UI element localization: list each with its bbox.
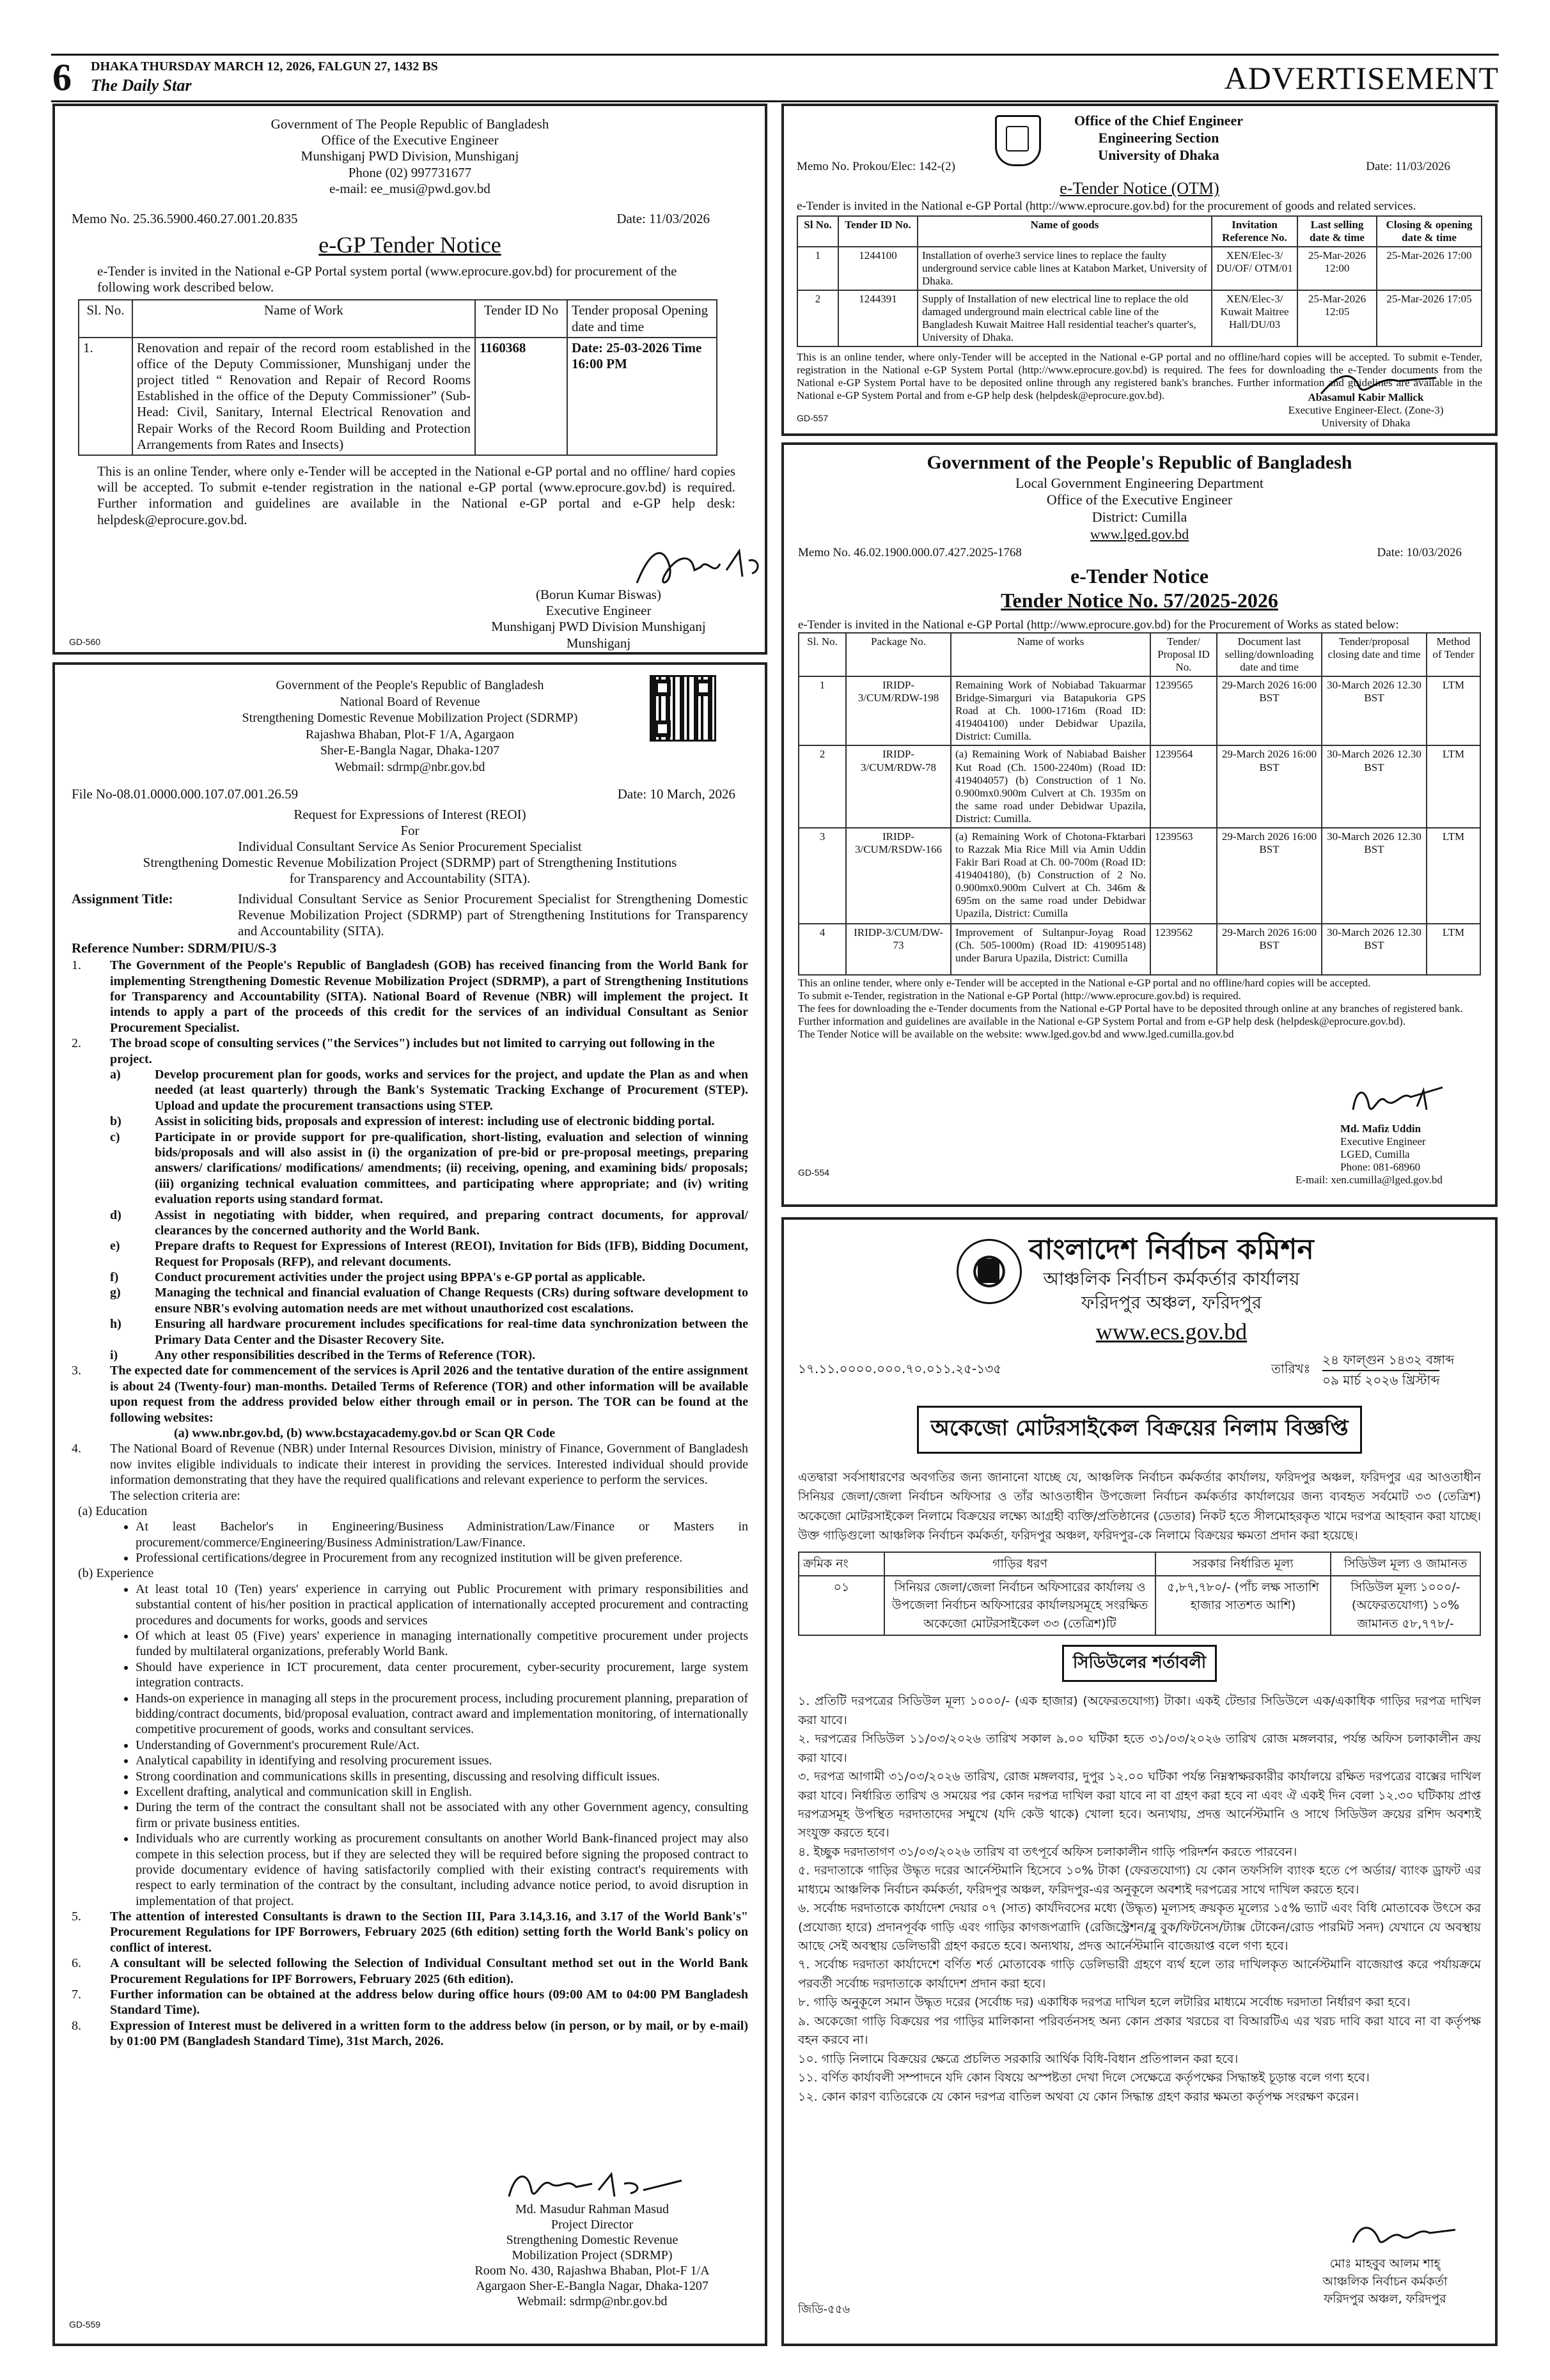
- list-item: ৬. সর্বোচ্চ দরদাতাকে কার্যাদেশ দেয়ার ০৭ (সাত) কার্যদিবসের মধ্যে (উদ্ধৃত) মূল্যসহ ক্রয়কৃত মূল্যের ১৫% ভ্যাট এবং বিধি মোতাবেক উৎসে কর (প্রযোজ্য হারে) প্রদানপূর্বক গাড়ি এবং গাড়ির কাগজপত্রাদি (রেজিস্ট্রেশন/ব্লু বুক/ফিটনেস/ট্যাক্স টোকেন/রোড পারমিট সনদ) যেখানে যে অবস্থায় আছে সেই অবস্থায় ডেলিভারী গ্রহণ করতে হবে। অন্যথায়, প্রদত্ত আর্নেস্টমানি বাজেয়াপ্ত বলে গণ্য হবে।: [798, 1901, 1481, 1954]
- ad3-header: [835, 113, 1482, 164]
- list-item: • Hands-on experience in managing all steps in the procurement process, including procurement planning, preparation of bidding/contract documents, bid/proposal evaluation, contract award and implementation monitoring, of internationally competitive procurement of goods, works and consultant services.: [136, 1691, 748, 1738]
- ad5-header: [862, 1231, 1481, 1347]
- header-line: Office of the Executive Engineer: [1046, 492, 1233, 508]
- col-date: Tender proposal Opening date and time: [567, 300, 717, 337]
- cell: 1239565: [1150, 676, 1217, 745]
- signatory-address: Room No. 430, Rajashwa Bhaban, Plot-F 1/A: [474, 2264, 710, 2278]
- memo-number: Memo No. Prokou/Elec: 142-(2): [797, 160, 956, 174]
- header-line: Government of the People's Republic of Bangladesh: [276, 678, 544, 692]
- cell: 25-Mar-2026 12:05: [1297, 290, 1377, 346]
- list-item: • Individuals who are currently working as procurement consultants on another World Bank-financed project may also compete in this selection process, but if they are selected they will be required before signing the proposed contract to provide documentary evidence of having satisfactorily complied with their existing contract's requirements with respect to early termination of the contract by the consultant, including advance notice period, to avoid disruption in implementation of that project.: [136, 1831, 748, 1909]
- signatory-office: Munshiganj PWD Division Munshiganj: [491, 619, 706, 635]
- cell: LTM: [1427, 828, 1480, 924]
- col-last-selling: Document last selling/downloading date and time: [1217, 633, 1322, 676]
- ad5-auction-table: [798, 1552, 1481, 1636]
- ad3-memo-row: [797, 160, 1482, 175]
- cell: IRIDP-3/CUM/DW-73: [846, 924, 951, 975]
- col-sl: Sl. No.: [799, 633, 846, 676]
- list-item: a) Develop procurement plan for goods, works and services for the project, and update the Plan as and when needed (at least quarterly) through the Bank's Systematic Tracking Exchange of Procurement (STEP). Upload and update the procurement transactions using STEP.: [110, 1067, 748, 1113]
- col-price: সরকার নির্ধারিত মূল্য: [1155, 1552, 1331, 1576]
- ad2-reference: Reference Number: SDRM/PIU/S-3: [72, 940, 277, 956]
- ad5-terms: [798, 1692, 1481, 2106]
- list-item: • Of which at least 05 (Five) years' experience in managing internationally competitive procurement under projects funded by multilateral organizations, preferably World Bank.: [136, 1628, 748, 1660]
- title-line: Individual Consultant Service As Senior Procurement Specialist: [238, 838, 582, 854]
- gd-number: জিডি-৫৫৬: [798, 2303, 850, 2316]
- signatory-title: Project Director: [551, 2218, 634, 2232]
- memo-date: Date: 10/03/2026: [1377, 545, 1462, 559]
- cell: 30-March 2026 12.30 BST: [1322, 924, 1427, 975]
- file-date: Date: 10 March, 2026: [617, 786, 735, 802]
- signatory-name: Md. Mafiz Uddin: [1340, 1123, 1421, 1135]
- signatory-project: Mobilization Project (SDRMP): [512, 2248, 673, 2262]
- title-line: e-Tender Notice: [1070, 564, 1209, 587]
- header-line: Engineering Section: [1098, 129, 1219, 146]
- ad1-signatory: [464, 587, 733, 651]
- ad-nbr-sdrmp: [52, 662, 767, 2346]
- list-item: b) Assist in soliciting bids, proposals and expression of interest: including use of electronic bidding portal.: [110, 1114, 715, 1129]
- table-row: [799, 676, 1480, 745]
- header-line: e-mail: ee_musi@pwd.gov.bd: [329, 180, 490, 196]
- memo-number: Memo No. 46.02.1900.000.07.427.2025-1768: [798, 545, 1022, 559]
- header-line: National Board of Revenue: [340, 694, 480, 709]
- ad4-intro: e-Tender is invited in the National e-GP Portal (http://www.eprocure.gov.bd) for the Procurement of Works as stated below:: [798, 618, 1399, 632]
- header-link[interactable]: www.lged.gov.bd: [1090, 526, 1189, 543]
- signatory-office: ফরিদপুর অঞ্চল, ফরিদপুর: [1324, 2292, 1446, 2306]
- memo-number: Memo No. 25.36.5900.460.27.001.20.835: [72, 210, 298, 226]
- ad3-tender-table: [797, 215, 1482, 347]
- col-sl: ক্রমিক নং: [799, 1552, 884, 1576]
- col-package: Package No.: [846, 633, 951, 676]
- date-bangla: ২৪ ফাল্গুন ১৪৩২ বঙ্গাব্দ: [1322, 1351, 1455, 1367]
- header-line: University of Dhaka: [1098, 146, 1219, 163]
- cell: 25-Mar-2026 12:00: [1297, 247, 1377, 290]
- memo-date: Date: 11/03/2026: [616, 210, 710, 226]
- cell: Supply of Installation of new electrical line to replace the old damaged underground main electrical cable line of the Bangladesh Kuwait Maitree Hall residential teacher's quarter's, University of Dhaka.: [918, 290, 1212, 346]
- file-number: File No-08.01.0000.000.107.07.001.26.59: [72, 786, 299, 802]
- list-item: ৫. দরদাতাকে গাড়ির উদ্ধৃত দরের আর্নেস্টমানি হিসেবে ১০% টাকা (ফেরতযোগ্য) যে কোন তফসিলি ব্যাংক হতে পে অর্ডার/ ব্যাংক ড্রাফট এর মাধ্যমে আঞ্চলিক নির্বাচন কর্মকর্তা, ফরিদপুর অঞ্চল, ফরিদপুর-এর অনুকূলে অবশ্যই দরপত্রের সাথে দাখিল করতে হবে।: [798, 1863, 1481, 1897]
- header-line: ফরিদপুর অঞ্চল, ফরিদপুর: [1081, 1291, 1262, 1313]
- cell: LTM: [1427, 676, 1480, 745]
- signatory-name: (Borun Kumar Biswas): [536, 587, 661, 602]
- cell: 2: [797, 290, 838, 346]
- header-title: বাংলাদেশ নির্বাচন কমিশন: [1029, 1233, 1314, 1266]
- list-item: • At least total 10 (Ten) years' experience in carrying out Public Procurement with primary responsibilities and substantial content of his/her position in practical application of internationally accepted procurement and contracting procedures and documents for works, goods and services: [136, 1582, 748, 1628]
- cell: 1: [799, 676, 846, 745]
- list-item: • Professional certifications/degree in Procurement from any recognized institution will be given preference.: [136, 1550, 748, 1566]
- title-line: Strengthening Domestic Revenue Mobilization Project (SDRMP) part of Strengthening Institutions: [143, 855, 677, 871]
- cell: Improvement of Sultanpur-Joyag Road (Ch. 505-1000m) (Road ID: 419095148) under Barura Upazila, District: Cumilla: [951, 924, 1150, 975]
- ad5-memo-row: [798, 1351, 1481, 1392]
- signatory-name: Md. Masudur Rahman Masud: [515, 2202, 669, 2216]
- table-row: [799, 924, 1480, 975]
- cell: 1239563: [1150, 828, 1217, 924]
- list-item: i) Any other responsibilities described in the Terms of Reference (TOR).: [110, 1348, 536, 1363]
- edu-list: [123, 1519, 748, 1566]
- cell: সিডিউল মূল্য ১০০০/- (অফেরতযোগ্য) ১০% জামানত ৫৮,৭৭৮/-: [1331, 1576, 1480, 1636]
- ad5-signatory: [1283, 2255, 1487, 2308]
- cell: 3: [799, 828, 846, 924]
- signatory-name: Abasamul Kabir Mallick: [1308, 391, 1424, 403]
- cell: 1244100: [838, 247, 918, 290]
- signatory-office: LGED, Cumilla: [1340, 1148, 1410, 1161]
- signatory-email: Webmail: sdrmp@nbr.gov.bd: [517, 2294, 668, 2308]
- header-line: Local Government Engineering Department: [1015, 474, 1264, 491]
- ad5-terms-title: [798, 1645, 1481, 1682]
- header-line: Munshiganj PWD Division, Munshiganj: [301, 148, 519, 164]
- para-6: 6. A consultant will be selected following the Selection of Individual Consultant method set out in the World Bank Procurement Regulations for IPF Borrowers, February 2025 (6th edition).: [72, 1956, 748, 1986]
- col-sl: Sl. No.: [79, 300, 132, 337]
- signatory-title: Executive Engineer: [545, 603, 652, 619]
- edu-head: (a) Education: [78, 1504, 148, 1518]
- signatory-title: Executive Engineer: [1340, 1135, 1426, 1148]
- col-sl: Sl No.: [797, 216, 838, 247]
- ad4-memo-row: [798, 546, 1481, 561]
- signature: [1347, 1078, 1449, 1123]
- header-line: Government of The People Republic of Bangladesh: [270, 116, 549, 132]
- ad1-footer: This is an online Tender, where only e-Tender will be accepted in the National e-GP portal and no offline/ hard copies will be accepted. To submit e-tender registration in the national e-GP portal (www.eprocure.gov.bd) is required. Further information and guidelines are available in the National e-GP portal and e-GP help desk: helpdesk@eprocure.gov.bd.: [97, 463, 735, 527]
- cell: LTM: [1427, 924, 1480, 975]
- table-row: [799, 1576, 1480, 1636]
- col-work: Name of Work: [132, 300, 475, 337]
- ad2-signatory: [419, 2202, 765, 2309]
- list-item: ৮. গাড়ি অনুকূলে সমান উদ্ধৃত দরের (সর্বোচ্চ দর) একাধিক দরপত্র দাখিল হলে লটারির মাধ্যমে সর্বোচ্চ দরদাতা নির্ধারণ করা হবে।: [798, 1995, 1411, 2010]
- cell: IRIDP-3/CUM/RDW-78: [846, 745, 951, 827]
- cell: 29-March 2026 16:00 BST: [1217, 745, 1322, 827]
- signatory-email: E-mail: xen.cumilla@lged.gov.bd: [1296, 1174, 1443, 1186]
- para-text: The expected date for commencement of the services is April 2026 and the tentative duration of the entire assignment is about 24 (Twenty-four) man-months. Detailed Terms of Reference (TOR) and other information will be available upon request from the address provided below either through email or in person. The TOR can be found at the following websites:: [110, 1364, 748, 1425]
- page-number: 6: [52, 56, 72, 98]
- list-item: ১. প্রতিটি দরপত্রের সিডিউল মূল্য ১০০০/- (এক হাজার) (অফেরতযোগ্য) টাকা। একই টেন্ডার সিডিউলে এক/একাধিক গাড়ির দরপত্র দাখিল করা যাবে।: [798, 1694, 1481, 1727]
- para-3: 3. The expected date for commencement of the services is April 2026 and the tentative duration of the entire assignment is about 24 (Twenty-four) man-months. Detailed Terms of Reference (TOR) and other information will be available upon request from the address provided below either through email or in person. The TOR can be found at the following websites:: [72, 1364, 748, 1425]
- para-text: The attention of interested Consultants is drawn to the Section III, Para 3.14,3.16, and 3.17 of the World Bank's" Procurement Regulations for IPF Borrowers, February 2025 (6th edition) setting forth the World Bank's policy on conflict of interest.: [110, 1909, 748, 1955]
- cell-sl: 1.: [79, 338, 132, 455]
- header-line: Webmail: sdrmp@nbr.gov.bd: [334, 759, 485, 774]
- list-item: g) Managing the technical and financial evaluation of Change Requests (CRs) during software development to ensure NBR's evolving automation needs are met without unauthorized cost escalations.: [110, 1286, 748, 1316]
- list-item: ৭. সর্বোচ্চ দরদাতা কার্যাদেশে বর্ণিত শর্ত মোতাবেক গাড়ি ডেলিভারী গ্রহণে ব্যর্থ হলে তার দাখিলকৃত আর্নেস্টমানি বাজেয়াপ্ত করে পর্যায়ক্রমে পরবর্তী সর্বোচ্চ দরদাতাকে কার্যাদেশ প্রদান করা হবে।: [798, 1957, 1481, 1991]
- footer-line: This an online tender, where only e-Tender will be accepted in the National e-GP portal and no offline/hard copies will be accepted.: [798, 976, 1371, 989]
- assignment-label: Assignment Title:: [72, 891, 173, 906]
- memo-number: ১৭.১১.০০০০.০০০.৭০.০১১.২৫-১৩৫: [798, 1360, 1002, 1376]
- dateline: DHAKA THURSDAY MARCH 12, 2026, FALGUN 27, 1432 BS: [91, 59, 438, 74]
- para-text: Expression of Interest must be delivered in a written form to the address below (in person, or by mail, or by e-mail) by 01:00 PM (Bangladesh Standard Time), 31st March, 2026.: [110, 2018, 748, 2049]
- gd-number: GD-559: [69, 2319, 101, 2329]
- exp-list: [123, 1582, 748, 1909]
- cell: 29-March 2026 16:00 BST: [1217, 828, 1322, 924]
- list-item: • At least Bachelor's in Engineering/Business Administration/Law/Finance or Masters in procurement/commerce/Engineering/Business Administration/Law/Finance.: [136, 1519, 748, 1550]
- signatory-office: University of Dhaka: [1321, 417, 1411, 430]
- cell: (a) Remaining Work of Nabiabad Baisher Kut Road (Ch. 1500-2240m) (Road ID: 419404057) (b) Construction of 1 No. 0.900mx0.900m Culvert at Ch. 1935m on the same road under Debidwar Upazila, District: Cumilla.: [951, 745, 1150, 827]
- header-link[interactable]: www.ecs.gov.bd: [1095, 1318, 1248, 1344]
- signatory-title: আঞ্চলিক নির্বাচন কর্মকর্তা: [1322, 2274, 1448, 2289]
- para-2: 2. The broad scope of consulting services ("the Services") includes but not limited to carrying out following in the project.: [72, 1036, 748, 1067]
- col-last-selling: Last selling date & time: [1297, 216, 1377, 247]
- cell: 2: [799, 745, 846, 827]
- ad4-footer: [798, 977, 1481, 1041]
- cell: IRIDP-3/CUM/RDW-198: [846, 676, 951, 745]
- ad4-tender-table: [798, 632, 1481, 976]
- cell: 4: [799, 924, 846, 975]
- signatory-address: Agargaon Sher-E-Bangla Nagar, Dhaka-1207: [476, 2279, 708, 2293]
- cell: 1239562: [1150, 924, 1217, 975]
- notice-title: অকেজো মোটরসাইকেল বিক্রয়ের নিলাম বিজ্ঞপ্তি: [917, 1406, 1361, 1454]
- cell: IRIDP-3/CUM/RSDW-166: [846, 828, 951, 924]
- col-vehicle: গাড়ির ধরণ: [884, 1552, 1155, 1576]
- list-item: ৯. অকেজো গাড়ি বিক্রয়ের পর গাড়ির মালিকানা পরিবর্তনসহ অন্য কোন প্রকার খরচের বা বিআরটিএ এর খরচ দাবি করা যাবে না বা কর্তৃপক্ষ বহন করবে না।: [798, 2014, 1481, 2048]
- list-item: ২. দরপত্রের সিডিউল ১১/০৩/২০২৬ তারিখ সকাল ৯.০০ ঘটিকা হতে ৩১/০৩/২০২৬ তারিখ রোজ মঙ্গলবার, পর্যন্ত অফিস চলাকালীন ক্রয় করা যাবে।: [798, 1732, 1481, 1765]
- para-text: Further information can be obtained at the address below during office hours (09:00 AM to 04:00 PM Bangladesh Standard Time).: [110, 1987, 748, 2018]
- header-line: Phone (02) 997731677: [348, 164, 472, 180]
- ad1-header: [72, 116, 748, 197]
- para-1: 1. The Government of the People's Republic of Bangladesh (GOB) has received financing from the World Bank for implementing Strengthening Domestic Revenue Mobilization Project (SDRMP), a part of Strengthening Institutions for Transparency and Accountability (SITA). National Board of Revenue (NBR) will implement the project. It intends to apply a part of the proceeds of this credit for the services of an individual Consultant as Senior Procurement Specialist.: [72, 958, 748, 1035]
- list-item: • Excellent drafting, analytical and communication skill in English.: [136, 1784, 748, 1800]
- col-ref: Invitation Reference No.: [1212, 216, 1297, 247]
- signatory-name: মোঃ মাহবুব আলম শাহ্: [1329, 2257, 1441, 2271]
- list-item: • Should have experience in ICT procurement, data center procurement, cyber-security procurement, large system integration contracts.: [136, 1660, 748, 1691]
- date-label: তারিখঃ: [1271, 1360, 1311, 1376]
- signatory-project: Strengthening Domestic Revenue: [506, 2233, 678, 2247]
- ad-lged-cumilla: [781, 442, 1498, 1207]
- title-line: Request for Expressions of Interest (REOI): [294, 806, 526, 822]
- signatory-phone: Phone: 081-68960: [1340, 1161, 1421, 1174]
- cell: 30-March 2026 12.30 BST: [1322, 828, 1427, 924]
- header-line: আঞ্চলিক নির্বাচন কর্মকর্তার কার্যালয়: [1043, 1268, 1300, 1290]
- gd-number: GD-560: [69, 637, 101, 647]
- header-line: District: Cumilla: [1092, 509, 1187, 525]
- ad-munshiganj-pwd: [52, 104, 767, 655]
- title-line: for Transparency and Accountability (SITA).: [289, 871, 531, 887]
- col-method: Method of Tender: [1427, 633, 1480, 676]
- para-8: 8. Expression of Interest must be delivered in a written form to the address below (in person, or by mail, or by e-mail) by 01:00 PM (Bangladesh Standard Time), 31st March, 2026.: [72, 2018, 748, 2049]
- para-4: 4. The National Board of Revenue (NBR) under Internal Resources Division, ministry of Finance, Government of Bangladesh now invites eligible individuals to indicate their interest in providing the services. Interested individual should provide information demonstrating that they have the required qualifications and relevant experience to perform the services.: [72, 1442, 748, 1488]
- para-text: The broad scope of consulting services ("the Services") includes but not limited to carrying out following in the project.: [110, 1036, 715, 1066]
- gd-number: GD-554: [798, 1167, 830, 1178]
- signatory-title: Executive Engineer-Elect. (Zone-3): [1288, 404, 1444, 417]
- footer-line: The fees for downloading the e-Tender documents from the National e-GP Portal have to be deposited through online at any branches of registered bank.: [798, 1002, 1463, 1015]
- list-item: ১১. বর্ণিত কার্যাবলী সম্পাদনে যদি কোন বিষয়ে অস্পষ্টতা দেখা দিলে সেক্ষেত্রে কর্তৃপক্ষের সিদ্ধান্তই চূড়ান্ত বলে গণ্য হবে।: [798, 2071, 1370, 2085]
- ad2-file-row: [72, 785, 748, 805]
- list-item: ৪. ইচ্ছুক দরদাতাগণ ৩১/০৩/২০২৬ তারিখ বা তৎপূর্বে অফিস চলাকালীন গাড়ি পরিদর্শন করতে পারবেন।: [798, 1844, 1297, 1859]
- title-line: For: [400, 822, 419, 838]
- list-item: ১০. গাড়ি নিলামে বিক্রয়ের ক্ষেত্রে প্রচলিত সরকারি আর্থিক বিধি-বিধান প্রতিপালন করা হবে।: [798, 2051, 1239, 2066]
- assignment-text: Individual Consultant Service as Senior Procurement Specialist for Strengthening Domestic Revenue Mobilization Project (SDRMP) part of Strengthening Institutions for Transparency and Accountability (SITA).: [238, 891, 748, 938]
- gd-number: GD-557: [797, 413, 829, 423]
- ad3-signatory: [1238, 391, 1494, 430]
- signatory-place: Munshiganj: [566, 635, 631, 651]
- ad2-title: [72, 807, 748, 887]
- ad5-notice-title: [798, 1406, 1481, 1454]
- ad5-intro: এতদ্বারা সর্বসাধারণের অবগতির জন্য জানানো যাচ্ছে যে, আঞ্চলিক নির্বাচন কর্মকর্তার কার্যালয়, ফরিদপুর অঞ্চল, ফরিদপুর এর আওতাধীন সিনিয়র জেলা/জেলা নির্বাচন অফিসার ও তাঁর আওতাধীন উপজেলা নির্বাচন কর্মকর্তার কার্যালয়ের জন্য ব্যবহৃত সর্বমোট ৩৩ (তেত্রিশ) অকেজো মোটরসাইকেল নিলামে বিক্রয়ের লক্ষ্যে আগ্রহী ব্যক্তি/প্রতিষ্ঠানের (ডেতার) নিকট হতে সীলমোহরকৃত খামে দরপত্র আহবান করা যাচ্ছে। উক্ত গাড়িগুলো আঞ্চলিক নির্বাচন কর্মকর্তা, ফরিদপুর অঞ্চল, ফরিদপুর-কে নিলামে বিক্রয়ের ক্ষমতা প্রদান করা হয়েছে।: [798, 1470, 1481, 1543]
- para-7: 7. Further information can be obtained at the address below during office hours (09:00 AM to 04:00 PM Bangladesh Standard Time).: [72, 1987, 748, 2018]
- list-item: d) Assist in negotiating with bidder, when required, and preparing contract documents, for approval/ clearances by the concerned authority and the World Bank.: [110, 1208, 748, 1238]
- ad3-title: e-Tender Notice (OTM): [1060, 179, 1219, 198]
- ad4-title: [798, 564, 1481, 613]
- terms-title: সিডিউলের শর্তাবলী: [1062, 1645, 1217, 1682]
- cell-date: Date: 25-03-2026 Time 16:00 PM: [567, 338, 717, 455]
- masthead: [51, 54, 1499, 102]
- footer-line: Further information and guidelines are available in the National e-GP System Portal and from e-GP help desk (helpdesk@eprocure.gov.bd).: [798, 1015, 1405, 1027]
- list-item: • Understanding of Government's procurement Rule/Act.: [136, 1738, 748, 1753]
- date-gregorian: ০৯ মার্চ ২০২৬ খ্রিস্টাব্দ: [1322, 1370, 1439, 1392]
- ad3-footer: This is an online tender, where only-Tender will be accepted in the National e-GP portal and no offline/hard copies will be accepted. To submit e-Tender, registration in the National e-GP System Portal (http://www.eprocure.gov.bd) is required. The fees for downloading the e-Tender documents from the National e-GP System Portal have to be deposited online through any registered bank's branches. Further information and guidelines are available in the National e-GP System Portal and from e-GP help desk (helpdesk@eprocure.gov.bd).: [797, 351, 1482, 402]
- cell-work: Renovation and repair of the record room established in the office of the Deputy Commissioner, Munshiganj under the project titled “ Renovation and Repair of Record Rooms Established in the office of the Deputy Commissioner” (Sub-Head: Civil, Sanitary, Internal Electrical Renovation and Repair Works of the Record Room Building and Protection Arrangements from Rates and Insects): [132, 338, 475, 455]
- cell: (a) Remaining Work of Chotona-Fktarbari to Razzak Mia Rice Mill via Amin Uddin Fakir Bari Road at Ch. 00-700m (Road ID: 419404180), (b) Construction of 2 No. 0.900mx0.900m Culvert at Ch. 346m & 695m on the same road under Debidwar Upazila, District: Cumilla: [951, 828, 1150, 924]
- cell: সিনিয়র জেলা/জেলা নির্বাচন অফিসারের কার্যালয় ও উপজেলা নির্বাচন অফিসারের কার্যালয়সমূহে সংরক্ষিত অকেজো মোটরসাইকেল ৩৩ (তেত্রিশ)টি: [884, 1576, 1155, 1636]
- cell: LTM: [1427, 745, 1480, 827]
- cell: 25-Mar-2026 17:00: [1377, 247, 1482, 290]
- list-item: e) Prepare drafts to Request for Expressions of Interest (REOI), Invitation for Bids (IFB), Bidding Document, Request for Proposals (RFP), and relevant documents.: [110, 1239, 748, 1269]
- ad1-memo-row: [72, 208, 748, 230]
- cell: XEN/Elec-3/ DU/OF/ OTM/01: [1212, 247, 1297, 290]
- cell: 1: [797, 247, 838, 290]
- cell: Remaining Work of Nobiabad Takuarmar Bridge-Simarguri via Batapukoria GPS Road at Ch. 1000-1716m (Road ID: 419404100) under Debidwar Upazila, District: Cumilla.: [951, 676, 1150, 745]
- ad2-header: [72, 678, 748, 776]
- header-line: Office of the Chief Engineer: [1074, 113, 1243, 128]
- cell: 29-March 2026 16:00 BST: [1217, 924, 1322, 975]
- criteria-head: The selection criteria are:: [110, 1488, 240, 1503]
- col-schedule: সিডিউল মূল্য ও জামানত: [1331, 1552, 1480, 1576]
- table-row: [799, 828, 1480, 924]
- cell: ৫,৮৭,৭৮০/- (পাঁচ লক্ষ সাতাশি হাজার সাতশত আশি): [1155, 1576, 1331, 1636]
- ad1-tender-table: [78, 299, 717, 456]
- col-closing: Tender/proposal closing date and time: [1322, 633, 1427, 676]
- col-works: Name of works: [951, 633, 1150, 676]
- list-item: ৩. দরপত্র আগামী ৩১/০৩/২০২৬ তারিখ, রোজ মঙ্গলবার, দুপুর ১২.০০ ঘটিকা পর্যন্ত নিম্নস্বাক্ষরকারীর কার্যালয়ে রক্ষিত দরপত্রের বাক্সের দাখিল করা যাবে। নির্ধারিত তারিখ ও সময়ের পর কোন দরপত্র দাখিল করা যাবে না বা গ্রহণ করা হবে না এবং ঐ একই দিন বেলা ১২.৩০ ঘটিকায় প্রাপ্ত দরপত্রসমূহ উপস্থিত দরদাতাদের সম্মুখে (যদি কেউ থাকে) খোলা হবে। অন্যথায়, প্রদত্ত আর্নেস্টমানি ও সাথে সিডিউল ক্রয়ের রশিদ অবশ্যই সংযুক্ত করতে হবে।: [798, 1769, 1481, 1840]
- footer-line: The Tender Notice will be available on the website: www.lged.gov.bd and www.lged.cumilla.gov.bd: [798, 1027, 1234, 1040]
- header-line: Strengthening Domestic Revenue Mobilization Project (SDRMP): [242, 711, 578, 726]
- footer-line: To submit e-Tender, registration in the National e-GP Portal (http://www.eprocure.gov.bd) is required.: [798, 989, 1241, 1002]
- list-item: f) Conduct procurement activities under the project using BPPA's e-GP portal as applicable.: [110, 1270, 646, 1285]
- table-row: [797, 290, 1482, 346]
- ad-dhaka-university: [781, 104, 1498, 436]
- para-5: 5. The attention of interested Consultants is drawn to the Section III, Para 3.14,3.16, and 3.17 of the World Bank's" Procurement Regulations for IPF Borrowers, February 2025 (6th edition) setting forth the World Bank's policy on conflict of interest.: [72, 1909, 748, 1955]
- exp-head: (b) Experience: [78, 1566, 154, 1581]
- ad1-intro: e-Tender is invited in the National e-GP Portal system portal (www.eprocure.gov.bd) for procurement of the following work described below.: [97, 263, 677, 295]
- col-id: Tender ID No.: [838, 216, 918, 247]
- cell: 30-March 2026 12.30 BST: [1322, 676, 1427, 745]
- ad3-intro: e-Tender is invited in the National e-GP Portal (http://www.eprocure.gov.bd) for the procurement of goods and related services.: [797, 199, 1416, 214]
- ad-election-commission: [781, 1217, 1498, 2346]
- cell: 29-March 2026 16:00 BST: [1217, 676, 1322, 745]
- ad2-assignment: [72, 891, 748, 940]
- cell: 30-March 2026 12.30 BST: [1322, 745, 1427, 827]
- table-row: [79, 338, 717, 455]
- cell: 1239564: [1150, 745, 1217, 827]
- paper-name: The Daily Star: [91, 76, 192, 95]
- cell: 25-Mar-2026 17:05: [1377, 290, 1482, 346]
- section-title: ADVERTISEMENT: [1224, 60, 1499, 96]
- cell: Installation of overhe3 service lines to replace the faulty underground service cable lines at Katabon Market, University of Dhaka.: [918, 247, 1212, 290]
- ad2-body: [72, 958, 748, 2049]
- ad4-signatory: [1296, 1123, 1494, 1186]
- table-row: [797, 247, 1482, 290]
- col-id: Tender ID No: [475, 300, 567, 337]
- cell: XEN/Elec-3/ Kuwait Maitree Hall/DU/03: [1212, 290, 1297, 346]
- du-logo: [995, 115, 1041, 166]
- list-item: c) Participate in or provide support for pre-qualification, short-listing, evaluation and selection of winning bids/proposals and will also assist in (i) the organization of pre-bid or pre-proposal meetings, preparing answers/ clarifications/ modifications/ amendments; (ii) receiving, opening, and examining bids/ proposals; (iii) organizing technical evaluation committees, and participating where appropriate; and (iv) writing evaluation reports using standard format.: [110, 1130, 748, 1207]
- col-closing: Closing & opening date & time: [1377, 216, 1482, 247]
- list-item: • Analytical capability in identifying and resolving procurement issues.: [136, 1753, 748, 1768]
- list-item: • During the term of the contract the consultant shall not be associated with any other Government agency, consulting firm or private business entities.: [136, 1800, 748, 1831]
- signature: [1347, 2217, 1462, 2255]
- header-line: Office of the Executive Engineer: [321, 132, 499, 148]
- title-line: Tender Notice No. 57/2025-2026: [1001, 589, 1278, 612]
- memo-date: Date: 11/03/2026: [1366, 160, 1450, 174]
- list-item: • Strong coordination and communications skills in presenting, discussing and resolving difficult issues.: [136, 1769, 748, 1784]
- para-text: The National Board of Revenue (NBR) under Internal Resources Division, ministry of Finance, Government of Bangladesh now invites eligible individuals to indicate their interest in providing the services. Interested individual should provide information demonstrating that they have the required qualifications and relevant experience to perform the services.: [110, 1442, 748, 1488]
- ec-logo: [957, 1239, 1022, 1304]
- cell-id: 1160368: [475, 338, 567, 455]
- list-item: h) Ensuring all hardware procurement includes specifications for real-time data synchronization between the Primary Data Center and the Disaster Recovery Site.: [110, 1317, 748, 1347]
- table-row: [799, 745, 1480, 827]
- para-text: The Government of the People's Republic of Bangladesh (GOB) has received financing from the World Bank for implementing Strengthening Domestic Revenue Mobilization Project (SDRMP), a part of Strengthening Institutions for Transparency and Accountability (SITA). National Board of Revenue (NBR) will implement the project. It intends to apply a part of the proceeds of this credit for the services of an individual Consultant as Senior Procurement Specialist.: [110, 958, 748, 1035]
- list-item: ১২. কোন কারণ ব্যতিরেকে যে কোন দরপত্র বাতিল অথবা যে কোন সিদ্ধান্ত গ্রহণ করার ক্ষমতা কর্তৃপক্ষ সংরক্ষণ করেন।: [798, 2089, 1359, 2104]
- para-text: A consultant will be selected following the Selection of Individual Consultant method set out in the World Bank Procurement Regulations for IPF Borrowers, February 2025 (6th edition).: [110, 1956, 748, 1986]
- header-line: Rajashwa Bhaban, Plot-F 1/A, Agargaon: [305, 727, 515, 742]
- header-title: Government of the People's Republic of Bangladesh: [927, 452, 1352, 473]
- ad4-header: [798, 451, 1481, 543]
- scope-list: [110, 1067, 748, 1363]
- header-line: Sher-E-Bangla Nagar, Dhaka-1207: [320, 743, 500, 758]
- cell: ০১: [799, 1576, 884, 1636]
- cell: 1244391: [838, 290, 918, 346]
- col-tender-id: Tender/ Proposal ID No.: [1150, 633, 1217, 676]
- col-goods: Name of goods: [918, 216, 1212, 247]
- ad1-title: e-GP Tender Notice: [318, 231, 501, 258]
- qr-code[interactable]: [650, 675, 716, 742]
- tor-links[interactable]: (a) www.nbr.gov.bd, (b) www.bcstaχacademy.gov.bd or Scan QR Code: [174, 1426, 555, 1440]
